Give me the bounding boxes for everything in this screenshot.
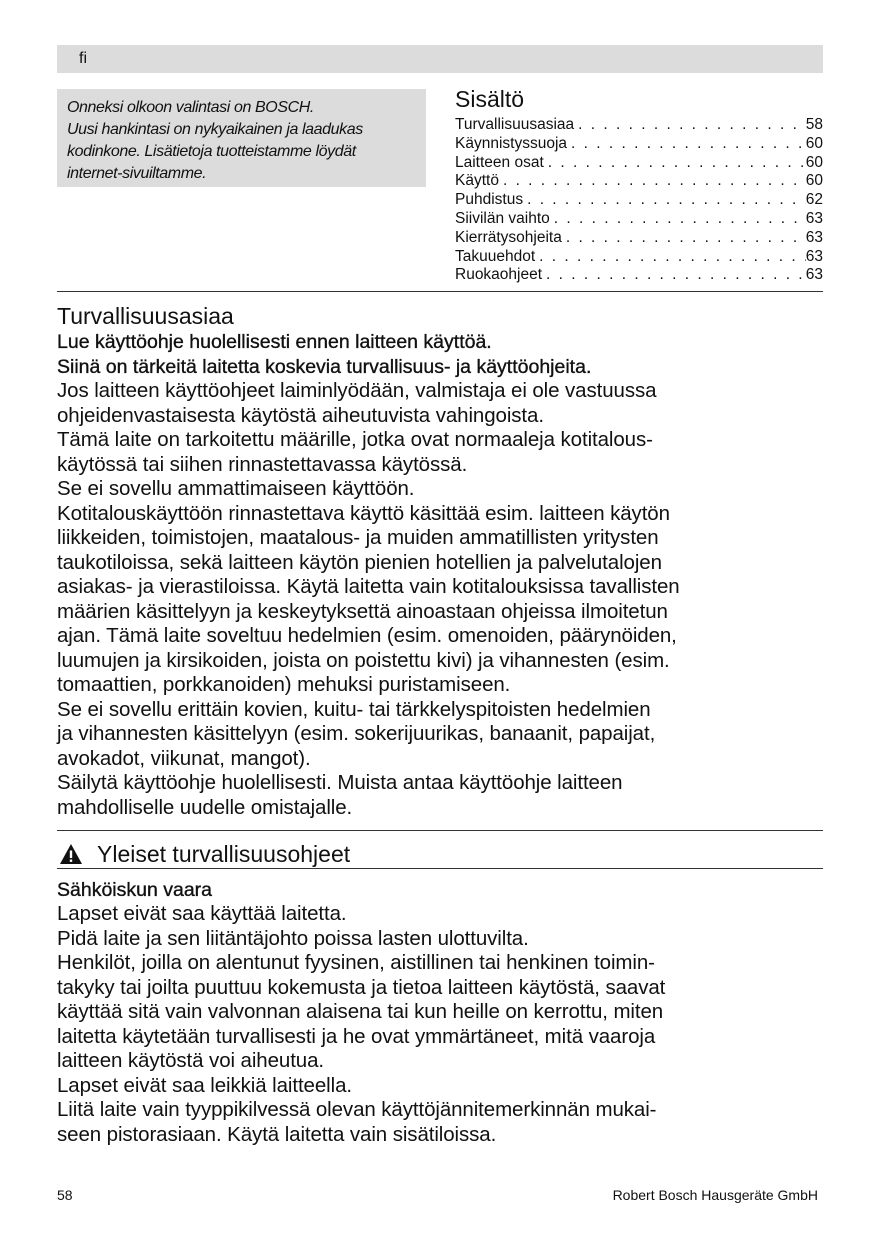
toc-entry-label: Takuuehdot xyxy=(455,247,536,265)
toc-entry-page: 63 xyxy=(805,209,823,227)
page-number: 58 xyxy=(57,1187,73,1203)
toc-entry-page: 58 xyxy=(805,116,823,133)
body-line: mahdolliselle uudelle omistajalle. xyxy=(57,795,353,819)
toc-entry xyxy=(455,248,823,267)
language-bar xyxy=(57,45,823,73)
toc-leader xyxy=(574,116,806,135)
body-line: Liitä laite vain tyyppikilvessä olevan käyttöjännitemerkinnän mukai- xyxy=(57,1098,657,1121)
toc-entry-page: 63 xyxy=(805,247,823,265)
toc-entry-label: Puhdistus xyxy=(455,191,524,209)
toc-entry-label: Käynnistyssuoja xyxy=(455,134,568,152)
body-line: tomaattien, porkkanoiden) mehuksi puristamiseen. xyxy=(57,673,511,696)
body-line: ohjeidenvastaisesta käytöstä aiheutuvista vahingoista. xyxy=(57,403,544,427)
intro-line: internet-sivuiltamme. xyxy=(67,165,207,182)
toc-entry-label: Käyttö xyxy=(455,172,499,190)
company-name: Robert Bosch Hausgeräte GmbH xyxy=(612,1187,818,1203)
body-line: Jos laitteen käyttöohjeet laiminlyödään, valmistaja ei ole vastuussa xyxy=(57,379,657,402)
toc-entry-label: Laitteen osat xyxy=(455,153,544,171)
toc-entry-page: 60 xyxy=(805,153,823,171)
toc-leader xyxy=(544,154,806,173)
section-title: Turvallisuusasiaa xyxy=(57,303,234,329)
body-line: Lapset eivät saa leikkiä laitteella. xyxy=(57,1073,352,1097)
toc-entry xyxy=(455,154,823,173)
body-line: liikkeiden, toimistojen, maatalous- ja muiden ammatillisten yritysten xyxy=(57,526,659,549)
warning-icon xyxy=(59,842,83,866)
general-safety-heading xyxy=(57,840,823,868)
body-line: asiakas- ja vierastiloissa. Käytä laitetta vain kotitalouksissa tavallisten xyxy=(57,575,680,598)
intro-line: kodinkone. Lisätietoja tuotteistamme löydät xyxy=(67,143,356,160)
body-line: Lapset eivät saa käyttää laitetta. xyxy=(57,902,347,925)
toc-title: Sisältö xyxy=(455,86,525,112)
toc-leader xyxy=(550,210,806,229)
body-line: laitteen käytöstä voi aiheutua. xyxy=(57,1049,324,1072)
table-of-contents xyxy=(455,84,823,285)
body-line: määrien käsittelyyn ja keskeytyksettä ainoastaan ohjeissa ilmoitetun xyxy=(57,599,668,623)
body-line: käyttää sitä vain valvonnan alaisena tai kun heille on kerrottu, miten xyxy=(57,1000,664,1023)
subheading: Sähköiskun vaara xyxy=(57,879,213,901)
body-line: käytössä tai siihen rinnastettavassa käytössä. xyxy=(57,452,468,476)
toc-leader xyxy=(499,172,806,191)
safety-section xyxy=(57,302,823,820)
toc-entry xyxy=(455,266,823,285)
body-line: laitetta käytetään turvallisesti ja he ovat ymmärtäneet, mitä vaaroja xyxy=(57,1024,656,1048)
lead-line: Lue käyttöohje huolellisesti ennen laitteen käyttöä. xyxy=(57,331,492,353)
divider xyxy=(57,868,823,869)
toc-entry-label: Siivilän vaihto xyxy=(455,209,550,227)
body-line: Pidä laite ja sen liitäntäjohto poissa lasten ulottuvilta. xyxy=(57,926,529,950)
general-safety-section xyxy=(57,878,823,1147)
body-line: luumujen ja kirsikoiden, joista on poistettu kivi) ja vihannesten (esim. xyxy=(57,648,670,672)
body-line: ja vihannesten käsittelyyn (esim. sokerijuurikas, banaanit, papaijat, xyxy=(57,722,656,745)
body-line: avokadot, viikunat, mangot). xyxy=(57,746,311,770)
body-line: ajan. Tämä laite soveltuu hedelmien (esim. omenoiden, päärynöiden, xyxy=(57,624,677,647)
divider xyxy=(57,830,823,831)
intro-line: Uusi hankintasi on nykyaikainen ja laadukas xyxy=(67,121,363,138)
lead-line: Siinä on tärkeitä laitetta koskevia turvallisuus- ja käyttöohjeita. xyxy=(57,355,592,378)
body-line: Henkilöt, joilla on alentunut fyysinen, aistillinen tai henkinen toimin- xyxy=(57,951,655,974)
section-title: Yleiset turvallisuusohjeet xyxy=(97,840,351,867)
toc-entry-page: 60 xyxy=(805,134,823,152)
toc-entry-label: Turvallisuusasiaa xyxy=(455,116,575,133)
toc-entry xyxy=(455,229,823,248)
intro-line: Onneksi olkoon valintasi on BOSCH. xyxy=(67,99,314,116)
toc-entry xyxy=(455,135,823,154)
toc-leader xyxy=(523,191,806,210)
body-line: Tämä laite on tarkoitettu määrille, jotka ovat normaaleja kotitalous- xyxy=(57,428,653,451)
toc-entry xyxy=(455,116,823,135)
body-line: Säilytä käyttöohje huolellisesti. Muista antaa käyttöohje laitteen xyxy=(57,771,623,794)
toc-leader xyxy=(542,266,806,285)
toc-leader xyxy=(562,229,806,248)
divider xyxy=(57,291,823,292)
toc-entry-label: Ruokaohjeet xyxy=(455,266,543,284)
body-line: takyky tai joilta puuttuu kokemusta ja tietoa laitteen käytöstä, saavat xyxy=(57,975,666,999)
toc-leader xyxy=(567,135,806,154)
toc-entry-page: 60 xyxy=(805,172,823,190)
toc-entry-page: 63 xyxy=(805,266,823,284)
toc-entry-page: 63 xyxy=(805,228,823,246)
toc-leader xyxy=(535,248,806,267)
body-line: seen pistorasiaan. Käytä laitetta vain sisätiloissa. xyxy=(57,1122,497,1146)
body-line: Se ei sovellu ammattimaiseen käyttöön. xyxy=(57,477,415,500)
language-code: fi xyxy=(79,50,87,67)
body-line: Kotitalouskäyttöön rinnastettava käyttö käsittää esim. laitteen käytön xyxy=(57,501,670,525)
toc-entry xyxy=(455,172,823,191)
toc-entry xyxy=(455,210,823,229)
toc-entry-page: 62 xyxy=(805,191,823,209)
toc-entry xyxy=(455,191,823,210)
toc-entry-label: Kierrätysohjeita xyxy=(455,228,562,246)
body-line: taukotiloissa, sekä laitteen käytön pienien hotellien ja palvelutalojen xyxy=(57,550,662,574)
intro-box xyxy=(57,89,426,187)
body-line: Se ei sovellu erittäin kovien, kuitu- tai tärkkelyspitoisten hedelmien xyxy=(57,697,651,721)
